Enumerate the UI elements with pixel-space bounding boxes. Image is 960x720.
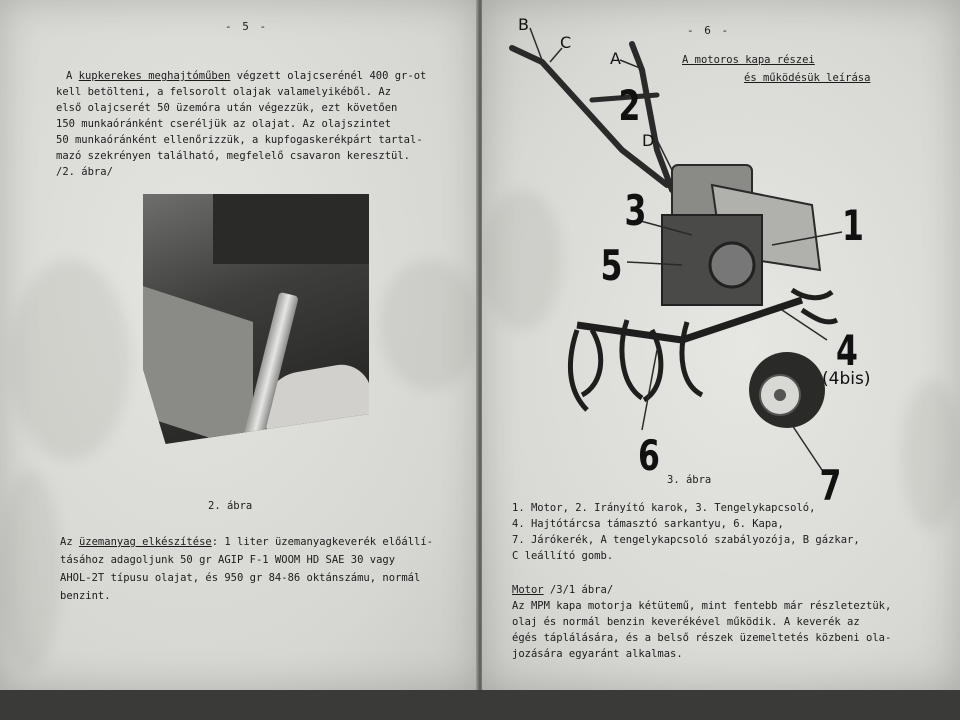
label-7: 7 [819,461,842,511]
left-page: - 5 - A kupkerekes meghajtóműben végzett olajcserénél 400 gr-ot kell betölteni, a felsorolt olajak valamelyikéből. Az első olajcserét 50 üzemóra után végezzük, ezt követően 150 munkaóránként cseréljük az olajat. Az olajszintet 50 munkaóránként ellenőrizzük, a kupfogaskerékpárt tartal- mazó szekrényen található, megfelelő csavaron keresztül. /2. ábra/ 2. ábra Az üzemanyag elkészítése: 1 liter üzemanyagkeverék előállí- tásához adagoljunk 50 gr AGIP F-1 WOOM HD SAE 30 vagy AHOL-2T típusu olajat, és 950 gr 84-86 oktánszámu, normál benzint. [0,0,480,690]
underlined-term: kupkerekes meghajtóműben [78,70,231,82]
page-number: - 5 - [225,20,269,33]
section-subtitle: és működésük leírása [744,72,871,84]
label-4: 4 [836,326,858,376]
tiller-diagram [482,0,960,520]
water-stain [10,260,130,460]
label-4bis: (4bis) [822,369,871,389]
figure-caption: 3. ábra [667,474,712,486]
label-3: 3 [624,186,647,236]
label-6: 6 [638,431,660,481]
section-title: A motoros kapa részei [682,54,815,66]
label-D: D [642,131,655,150]
label-2: 2 [618,81,641,131]
motor-heading: Motor [512,584,544,596]
engine-block [662,165,820,305]
label-A: A [610,49,621,68]
label-1: 1 [842,201,864,251]
wheel [749,352,825,428]
label-B: B [518,15,529,34]
gearbox-photo [143,194,369,444]
page-number: - 6 - [687,24,731,37]
water-stain [380,260,480,390]
label-5: 5 [600,241,623,291]
label-C: C [560,33,572,52]
water-stain [0,470,60,670]
underlined-term: üzemanyag elkészítése [78,536,212,548]
right-page: - 6 - A motoros kapa részei és működésük leírása B C A 2 D 3 1 5 4 (4bis) 6 7 3. ábra 1. Motor, 2. Irányító karok, 3. Tengelykapcsoló, 4. Hajtótárcsa támasztó sarkantyu, 6. Kapa, 7. Járókerék, A tengelykapcsoló szabályozója, B gázkar, C leállító gomb. Motor /3/1 ábra/ Az MPM kapa motorja kétütemű, mint fentebb már részleteztük, olaj és normál benzin keverékével működik. A keverék az égés táplálására, és a belső részek üzemeltetés közbeni ola- jozására egyaránt alkalmas. [482,0,960,690]
figure-caption: 2. ábra [208,500,253,512]
